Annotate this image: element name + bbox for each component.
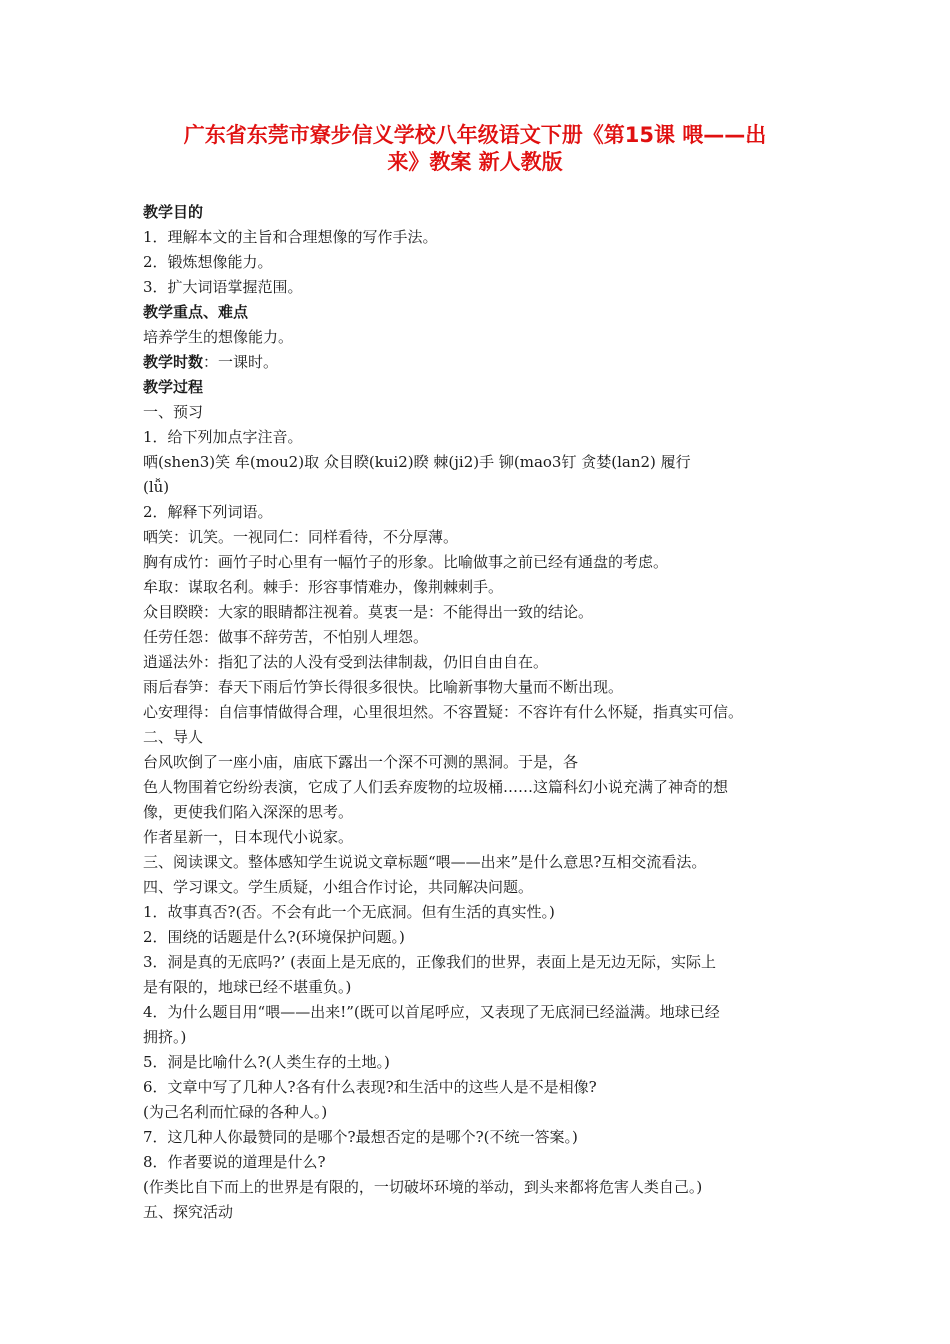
document-title [140, 122, 810, 176]
heading-key-points: 教学重点、难点 [143, 303, 249, 321]
word-explanation-2: 胸有成竹：画竹子时心里有一幅竹子的形象。比喻做事之前已经有通盘的考虑。 [143, 553, 669, 571]
teaching-time [143, 350, 813, 375]
question-3-line-2: 是有限的，地球已经不堪重负。) [143, 978, 352, 996]
intro-line-3: 像，更使我们陷入深深的思考。 [143, 803, 354, 821]
pinyin-line-2: (lǚ) [143, 478, 170, 496]
document-body [143, 200, 813, 1225]
question-6-line-2: (为己名利而忙碌的各种人。) [143, 1103, 328, 1121]
key-points-text: 培养学生的想像能力。 [143, 328, 294, 346]
section-1-title: 一、预习 [143, 403, 204, 421]
question-8-line-2: (作类比自下而上的世界是有限的，一切破坏环境的举动，到头来都将危害人类自己。) [143, 1178, 703, 1196]
goal-item-1: 1．理解本文的主旨和合理想像的写作手法。 [143, 228, 438, 246]
question-3-line-1: 3．洞是真的无底吗?’ (表面上是无底的，正像我们的世界，表面上是无边无际，实际上 [143, 953, 716, 971]
question-2: 2．围绕的话题是什么?(环境保护问题。) [143, 928, 405, 946]
section-5-title: 五、探究活动 [143, 1203, 234, 1221]
word-explanation-4: 众目睽睽：大家的眼睛都注视着。莫衷一是：不能得出一致的结论。 [143, 603, 594, 621]
word-explanation-3: 牟取：谋取名利。棘手：形容事情难办，像荆棘刺手。 [143, 578, 504, 596]
question-6-line-1: 6．文章中写了几种人?各有什么表现?和生活中的这些人是不是相像? [143, 1078, 597, 1096]
intro-line-2: 色人物围着它纷纷表演，它成了人们丢弃废物的垃圾桶……这篇科幻小说充满了神奇的想 [143, 778, 729, 796]
question-4-line-2: 拥挤。) [143, 1028, 187, 1046]
word-explanation-1: 哂笑：讥笑。一视同仁：同样看待，不分厚薄。 [143, 528, 459, 546]
question-7: 7．这几种人你最赞同的是哪个?最想否定的是哪个?(不统一答案。) [143, 1128, 578, 1146]
word-explanation-5: 任劳任怨：做事不辞劳苦，不怕别人埋怨。 [143, 628, 429, 646]
question-1: 1．故事真否?(否。不会有此一个无底洞。但有生活的真实性。) [143, 903, 555, 921]
question-4-line-1: 4．为什么题目用“喂——出来!”(既可以首尾呼应，又表现了无底洞已经溢满。地球已经 [143, 1003, 720, 1021]
section-2-title: 二、导人 [143, 728, 204, 746]
teaching-time-label: 教学时数 [143, 353, 204, 371]
title-line-1: 广东省东莞市寮步信义学校八年级语文下册《第15课 喂——出 [183, 123, 767, 147]
intro-line-1: 台风吹倒了一座小庙，庙底下露出一个深不可测的黑洞。于是，各 [143, 753, 579, 771]
word-explanation-7: 雨后春笋：春天下雨后竹笋长得很多很快。比喻新事物大量而不断出现。 [143, 678, 624, 696]
section-1-question-2: 2．解释下列词语。 [143, 503, 273, 521]
pinyin-line-1: 哂(shen3)笑 牟(mou2)取 众目睽(kui2)睽 棘(ji2)手 铆(mao3钉 贪婪(lan2) 履行 [143, 453, 691, 471]
title-line-2: 来》教案 新人教版 [387, 150, 563, 174]
section-3-title: 三、阅读课文。整体感知学生说说文章标题“喂——出来”是什么意思?互相交流看法。 [143, 853, 707, 871]
section-4-title: 四、学习课文。学生质疑，小组合作讨论，共同解决问题。 [143, 878, 534, 896]
author-note: 作者星新一，日本现代小说家。 [143, 828, 354, 846]
heading-teaching-goal: 教学目的 [143, 203, 204, 221]
question-5: 5．洞是比喻什么?(人类生存的土地。) [143, 1053, 390, 1071]
heading-teaching-process: 教学过程 [143, 378, 204, 396]
word-explanation-8: 心安理得：自信事情做得合理，心里很坦然。不容置疑：不容许有什么怀疑，指真实可信。 [143, 703, 744, 721]
teaching-time-value: ：一课时。 [203, 353, 279, 371]
goal-item-2: 2．锻炼想像能力。 [143, 253, 273, 271]
word-explanation-6: 逍遥法外：指犯了法的人没有受到法律制裁，仍旧自由自在。 [143, 653, 549, 671]
goal-item-3: 3．扩大词语掌握范围。 [143, 278, 303, 296]
question-8-line-1: 8．作者要说的道理是什么? [143, 1153, 326, 1171]
section-1-question-1: 1．给下列加点字注音。 [143, 428, 303, 446]
